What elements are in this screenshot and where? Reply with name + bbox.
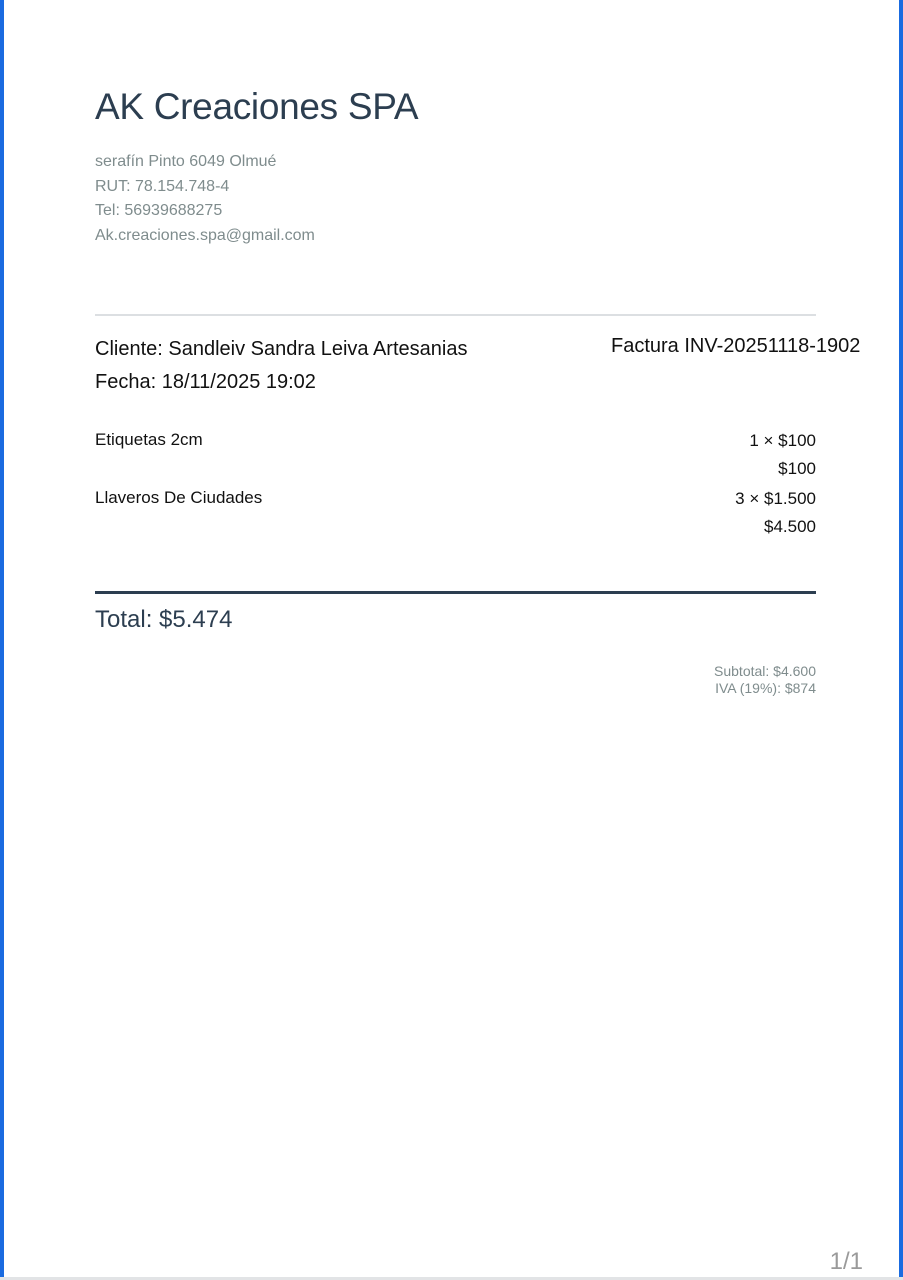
invoice-date: Fecha: 18/11/2025 19:02 [95, 371, 316, 393]
page-indicator: 1/1 [829, 1248, 863, 1275]
invoice-number: Factura INV-20251118-1902 [611, 335, 861, 357]
invoice-meta [95, 333, 467, 399]
line-item-amounts [749, 427, 816, 483]
line-item-name: Etiquetas 2cm [95, 430, 203, 449]
line-item-total: $4.500 [764, 517, 816, 536]
company-rut: RUT: 78.154.748-4 [95, 177, 230, 195]
invoice-total: Total: $5.474 [95, 606, 233, 633]
invoice-page [4, 0, 903, 1280]
line-item-qty-price: 1 × $100 [749, 431, 816, 450]
company-info [95, 150, 315, 248]
company-address: serafín Pinto 6049 Olmué [95, 153, 277, 170]
line-item-amounts [735, 485, 816, 541]
iva-tax: IVA (19%): $874 [715, 680, 816, 696]
company-phone: Tel: 56939688275 [95, 202, 223, 219]
totals-summary [714, 663, 816, 697]
client-name: Cliente: Sandleiv Sandra Leiva Artesanias [95, 338, 468, 360]
totals-divider [95, 591, 816, 594]
header-divider [95, 314, 816, 316]
company-email: Ak.creaciones.spa@gmail.com [95, 226, 315, 244]
line-item-qty-price: 3 × $1.500 [735, 489, 816, 508]
subtotal: Subtotal: $4.600 [714, 663, 816, 679]
company-name: AK Creaciones SPA [95, 86, 419, 127]
line-item-name: Llaveros De Ciudades [95, 488, 263, 507]
line-item-total: $100 [778, 459, 816, 478]
